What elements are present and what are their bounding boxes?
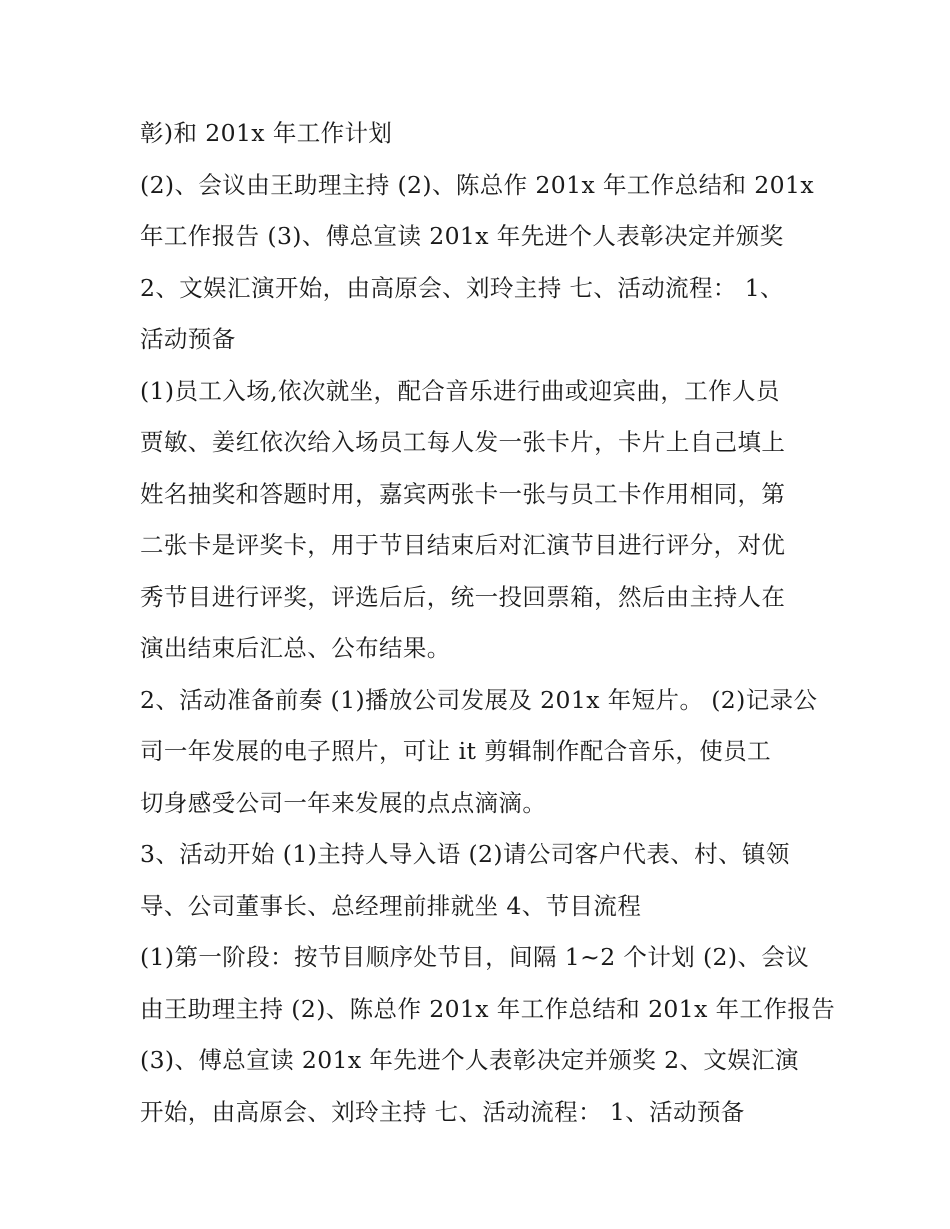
text-line-15: 3、活动开始 (1)主持人导入语 (2)请公司客户代表、村、镇领 bbox=[140, 840, 790, 868]
text-line-17: (1)第一阶段：按节目顺序处节目，间隔 1~2 个计划 (2)、会议 bbox=[140, 943, 810, 971]
text-line-7: 贾敏、姜红依次给入场员工每人发一张卡片，卡片上自己填上 bbox=[140, 428, 786, 456]
text-line-12: 2、活动准备前奏 (1)播放公司发展及 201x 年短片。 (2)记录公 bbox=[140, 685, 818, 714]
text-line-11: 演出结束后汇总、公布结果。 bbox=[140, 634, 451, 662]
text-line-5: 活动预备 bbox=[140, 325, 236, 353]
text-line-19: (3)、傅总宣读 201x 年先进个人表彰决定并颁奖 2、文娱汇演 bbox=[140, 1046, 799, 1074]
text-line-8: 姓名抽奖和答题时用，嘉宾两张卡一张与员工卡作用相同，第 bbox=[140, 479, 786, 508]
text-line-20: 开始，由高原会、刘玲主持 七、活动流程： 1、活动预备 bbox=[140, 1097, 745, 1126]
text-line-2: (2)、会议由王助理主持 (2)、陈总作 201x 年工作总结和 201x bbox=[140, 170, 814, 199]
text-line-6: (1)员工入场,依次就坐，配合音乐进行曲或迎宾曲，工作人员 bbox=[140, 376, 780, 405]
text-line-13: 司一年发展的电子照片，可让 it 剪辑制作配合音乐，使员工 bbox=[140, 737, 771, 765]
text-line-16: 导、公司董事长、总经理前排就坐 4、节目流程 bbox=[140, 891, 642, 920]
text-line-9: 二张卡是评奖卡，用于节目结束后对汇演节目进行评分，对优 bbox=[140, 531, 786, 559]
text-line-3: 年工作报告 (3)、傅总宣读 201x 年先进个人表彰决定并颁奖 bbox=[140, 222, 784, 250]
text-line-1: 彰)和 201x 年工作计划 bbox=[140, 119, 393, 147]
body-text bbox=[140, 108, 836, 1138]
text-line-14: 切身感受公司一年来发展的点点滴滴。 bbox=[140, 788, 547, 817]
text-line-10: 秀节目进行评奖，评选后后，统一投回票箱，然后由主持人在 bbox=[140, 582, 786, 611]
text-line-4: 2、文娱汇演开始，由高原会、刘玲主持 七、活动流程： 1、 bbox=[140, 273, 784, 302]
text-line-18: 由王助理主持 (2)、陈总作 201x 年工作总结和 201x 年工作报告 bbox=[140, 994, 836, 1023]
